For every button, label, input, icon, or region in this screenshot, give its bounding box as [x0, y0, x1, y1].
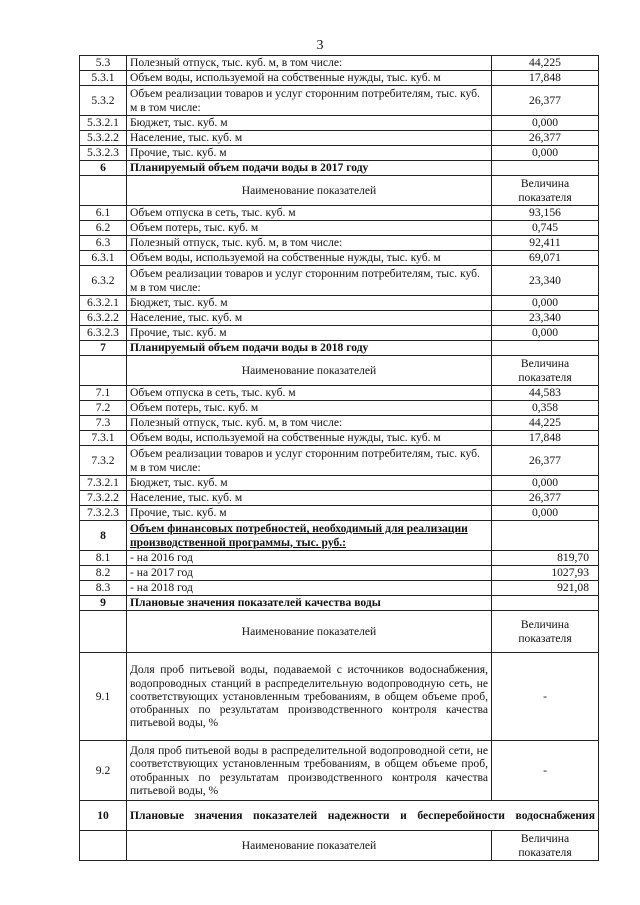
table-row: [80, 116, 599, 131]
column-header-name: Наименование показателей: [127, 831, 492, 861]
row-value: 26,377: [492, 86, 599, 116]
row-indicator-name: - на 2016 год: [127, 551, 492, 566]
row-number: 7.3: [80, 416, 127, 431]
row-indicator-name: Бюджет, тыс. куб. м: [127, 116, 492, 131]
row-value: 17,848: [492, 71, 599, 86]
table-row: [80, 86, 599, 116]
row-value: 0,358: [492, 401, 599, 416]
row-number: 8.2: [80, 566, 127, 581]
row-number: 6.2: [80, 221, 127, 236]
row-indicator-name: Полезный отпуск, тыс. куб. м, в том числе:: [127, 56, 492, 71]
row-indicator-name: Объем реализации товаров и услуг сторонним потребителям, тыс. куб. м в том числе:: [127, 266, 492, 296]
row-number: 5.3.2.1: [80, 116, 127, 131]
row-number: 7.3.2.3: [80, 506, 127, 521]
section-number: 8: [80, 521, 127, 551]
row-number: 6.3.2: [80, 266, 127, 296]
column-header-name: Наименование показателей: [127, 356, 492, 386]
header-empty-cell: [80, 176, 127, 206]
table-row: [80, 206, 599, 221]
row-value: 44,225: [492, 56, 599, 71]
row-number: 6.3.1: [80, 251, 127, 266]
row-value: 69,071: [492, 251, 599, 266]
row-indicator-name: Объем потерь, тыс. куб. м: [127, 221, 492, 236]
section-heading-row: [80, 801, 599, 831]
table-row: [80, 386, 599, 401]
indicators-table: [79, 55, 599, 861]
row-indicator-name: - на 2017 год: [127, 566, 492, 581]
row-value: -: [492, 653, 599, 741]
table-row: [80, 506, 599, 521]
row-number: 7.2: [80, 401, 127, 416]
row-value: 26,377: [492, 446, 599, 476]
table-row: [80, 741, 599, 801]
section-heading-row: [80, 341, 599, 356]
column-header-row: [80, 611, 599, 653]
column-header-value: Величина показателя: [492, 831, 599, 861]
table-row: [80, 431, 599, 446]
row-indicator-name: Полезный отпуск, тыс. куб. м, в том числе:: [127, 416, 492, 431]
section-number: 6: [80, 161, 127, 176]
header-empty-cell: [80, 831, 127, 861]
row-number: 5.3.1: [80, 71, 127, 86]
row-number: 6.1: [80, 206, 127, 221]
row-value: 921,08: [492, 581, 599, 596]
table-row: [80, 71, 599, 86]
table-row: [80, 566, 599, 581]
section-empty-cell: [492, 161, 599, 176]
table-row: [80, 401, 599, 416]
row-value: 0,000: [492, 326, 599, 341]
row-value: 17,848: [492, 431, 599, 446]
row-indicator-name: Прочие, тыс. куб. м: [127, 326, 492, 341]
row-value: 26,377: [492, 491, 599, 506]
row-number: 7.1: [80, 386, 127, 401]
row-value: 0,000: [492, 506, 599, 521]
row-value: 0,000: [492, 116, 599, 131]
row-value: 0,000: [492, 296, 599, 311]
row-value: -: [492, 741, 599, 801]
row-number: 5.3: [80, 56, 127, 71]
table-row: [80, 476, 599, 491]
table-row: [80, 326, 599, 341]
row-value: 23,340: [492, 311, 599, 326]
section-title: Планируемый объем подачи воды в 2017 году: [127, 161, 492, 176]
row-value: 23,340: [492, 266, 599, 296]
row-value: 93,156: [492, 206, 599, 221]
row-number: 5.3.2.3: [80, 146, 127, 161]
row-value: 0,000: [492, 146, 599, 161]
row-number: 6.3.2.2: [80, 311, 127, 326]
row-indicator-name: Бюджет, тыс. куб. м: [127, 296, 492, 311]
section-title: Плановые значения показателей надежности и бесперебойности водоснабжения: [127, 801, 599, 831]
section-heading-row: [80, 161, 599, 176]
row-value: 0,745: [492, 221, 599, 236]
row-number: 6.3: [80, 236, 127, 251]
row-indicator-name: Полезный отпуск, тыс. куб. м, в том числе:: [127, 236, 492, 251]
header-empty-cell: [80, 611, 127, 653]
table-row: [80, 653, 599, 741]
row-indicator-name: Объем реализации товаров и услуг сторонним потребителям, тыс. куб. м в том числе:: [127, 446, 492, 476]
table-row: [80, 416, 599, 431]
row-indicator-name: Объем отпуска в сеть, тыс. куб. м: [127, 206, 492, 221]
row-value: 0,000: [492, 476, 599, 491]
table-row: [80, 581, 599, 596]
table-row: [80, 56, 599, 71]
row-indicator-name: Объем воды, используемой на собственные нужды, тыс. куб. м: [127, 251, 492, 266]
row-number: 8.1: [80, 551, 127, 566]
row-number: 6.3.2.1: [80, 296, 127, 311]
section-number: 7: [80, 341, 127, 356]
row-indicator-name: Объем воды, используемой на собственные нужды, тыс. куб. м: [127, 71, 492, 86]
table-row: [80, 446, 599, 476]
page-number: 3: [316, 38, 324, 53]
row-indicator-name: - на 2018 год: [127, 581, 492, 596]
row-number: 7.3.2.2: [80, 491, 127, 506]
section-number: 10: [80, 801, 127, 831]
section-title: Планируемый объем подачи воды в 2018 году: [127, 341, 492, 356]
row-indicator-name: Объем отпуска в сеть, тыс. куб. м: [127, 386, 492, 401]
row-number: 9.1: [80, 653, 127, 741]
row-value: 44,583: [492, 386, 599, 401]
row-value: 1027,93: [492, 566, 599, 581]
row-value: 819,70: [492, 551, 599, 566]
column-header-value: Величина показателя: [492, 176, 599, 206]
column-header-value: Величина показателя: [492, 611, 599, 653]
column-header-value: Величина показателя: [492, 356, 599, 386]
row-indicator-name: Доля проб питьевой воды, подаваемой с источников водоснабжения, водопроводных станций в распределительную водопроводную сеть, не соответствующих установленным требованиям, в общем объеме проб, отобранных по результатам производственного контроля качества питьевой воды, %: [127, 653, 492, 741]
row-number: 8.3: [80, 581, 127, 596]
row-value: 92,411: [492, 236, 599, 251]
row-number: 6.3.2.3: [80, 326, 127, 341]
row-indicator-name: Прочие, тыс. куб. м: [127, 146, 492, 161]
row-number: 5.3.2: [80, 86, 127, 116]
row-number: 9.2: [80, 741, 127, 801]
section-number: 9: [80, 596, 127, 611]
row-value: 26,377: [492, 131, 599, 146]
row-indicator-name: Прочие, тыс. куб. м: [127, 506, 492, 521]
column-header-row: [80, 831, 599, 861]
section-heading-row: [80, 521, 599, 551]
table-row: [80, 296, 599, 311]
row-indicator-name: Бюджет, тыс. куб. м: [127, 476, 492, 491]
row-indicator-name: Доля проб питьевой воды в распределительной водопроводной сети, не соответствующих установленным требованиям, в общем объеме проб, отобранных по результатам производственного контроля качества питьевой воды, %: [127, 741, 492, 801]
column-header-row: [80, 176, 599, 206]
row-indicator-name: Население, тыс. куб. м: [127, 491, 492, 506]
column-header-row: [80, 356, 599, 386]
section-empty-cell: [492, 341, 599, 356]
table-row: [80, 146, 599, 161]
row-indicator-name: Объем воды, используемой на собственные нужды, тыс. куб. м: [127, 431, 492, 446]
section-empty-cell: [492, 521, 599, 551]
section-title: Плановые значения показателей качества воды: [127, 596, 492, 611]
column-header-name: Наименование показателей: [127, 611, 492, 653]
table-row: [80, 266, 599, 296]
row-number: 7.3.1: [80, 431, 127, 446]
table-row: [80, 311, 599, 326]
table-row: [80, 491, 599, 506]
section-title: Объем финансовых потребностей, необходимый для реализации производственной программы, тыс. руб.:: [127, 521, 492, 551]
row-number: 5.3.2.2: [80, 131, 127, 146]
table-row: [80, 236, 599, 251]
row-indicator-name: Объем реализации товаров и услуг сторонним потребителям, тыс. куб. м в том числе:: [127, 86, 492, 116]
row-indicator-name: Население, тыс. куб. м: [127, 131, 492, 146]
table-row: [80, 221, 599, 236]
row-number: 7.3.2.1: [80, 476, 127, 491]
table-row: [80, 251, 599, 266]
row-indicator-name: Объем потерь, тыс. куб. м: [127, 401, 492, 416]
column-header-name: Наименование показателей: [127, 176, 492, 206]
row-value: 44,225: [492, 416, 599, 431]
section-heading-row: [80, 596, 599, 611]
row-indicator-name: Население, тыс. куб. м: [127, 311, 492, 326]
row-number: 7.3.2: [80, 446, 127, 476]
table-row: [80, 551, 599, 566]
table-row: [80, 131, 599, 146]
header-empty-cell: [80, 356, 127, 386]
section-empty-cell: [492, 596, 599, 611]
